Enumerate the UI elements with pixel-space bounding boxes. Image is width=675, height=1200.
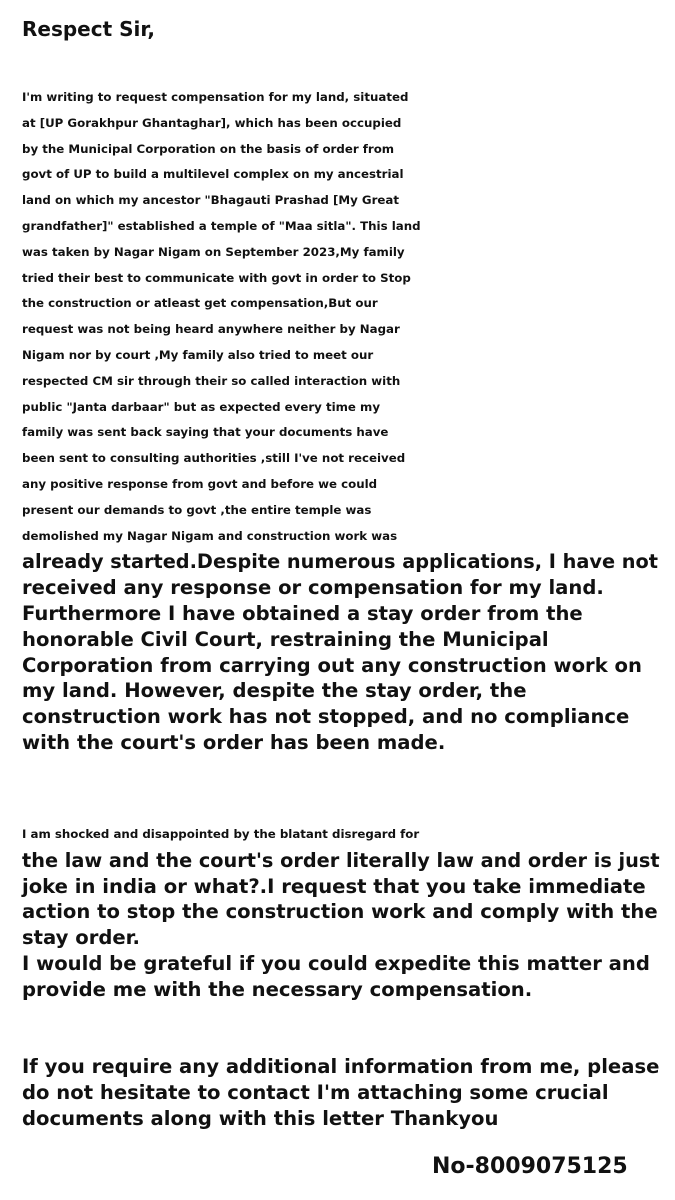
text-line: already started.Despite numerous applications, I have not bbox=[22, 550, 658, 574]
text-line: govt of UP to build a multilevel complex on my ancestrial bbox=[22, 167, 404, 182]
text-line: joke in india or what?.I request that you take immediate bbox=[22, 874, 646, 898]
text-line: public "Janta darbaar" but as expected every time my bbox=[22, 399, 381, 414]
text-line: request was not being heard anywhere neither by Nagar bbox=[22, 322, 400, 337]
text-line: demolished my Nagar Nigam and construction work was bbox=[22, 528, 398, 543]
text-line: I'm writing to request compensation for my land, situated bbox=[22, 90, 409, 104]
text-line: do not hesitate to contact I'm attaching some crucial bbox=[22, 1080, 609, 1104]
salutation: Respect Sir, bbox=[22, 17, 155, 41]
text-line: provide me with the necessary compensation. bbox=[22, 977, 533, 1001]
text-line: been sent to consulting authorities ,still I've not received bbox=[22, 451, 406, 466]
text-line: the construction or atleast get compensation,But our bbox=[22, 296, 378, 311]
text-line: land on which my ancestor "Bhagauti Prashad [My Great bbox=[22, 193, 400, 208]
text-line: honorable Civil Court, restraining the Municipal bbox=[22, 627, 549, 651]
text-line: with the court's order has been made. bbox=[22, 730, 446, 754]
text-line: Corporation from carrying out any construction work on bbox=[22, 653, 642, 677]
phone-number: No-8009075125 bbox=[432, 1154, 628, 1179]
text-line: Nigam nor by court ,My family also tried to meet our bbox=[22, 347, 374, 362]
text-line: action to stop the construction work and comply with the bbox=[22, 900, 658, 924]
text-line: present our demands to govt ,the entire temple was bbox=[22, 502, 372, 517]
text-line: I would be grateful if you could expedite this matter and bbox=[22, 951, 650, 975]
text-line: construction work has not stopped, and no compliance bbox=[22, 705, 630, 729]
text-line: my land. However, despite the stay order, the bbox=[22, 679, 527, 703]
text-line: stay order. bbox=[22, 926, 140, 950]
text-line: grandfather]" established a temple of "Maa sitla". This land bbox=[22, 218, 421, 233]
text-line: respected CM sir through their so called interaction with bbox=[22, 373, 401, 388]
paragraph-request bbox=[22, 822, 660, 1003]
text-line: the law and the court's order literally law and order is just bbox=[22, 848, 660, 872]
text-line: tried their best to communicate with govt in order to Stop bbox=[22, 270, 411, 285]
text-line: by the Municipal Corporation on the basis of order from bbox=[22, 141, 395, 156]
text-line: at [UP Gorakhpur Ghantaghar], which has been occupied bbox=[22, 115, 402, 130]
text-line: Furthermore I have obtained a stay order from the bbox=[22, 601, 583, 625]
text-line: documents along with this letter Thankyou bbox=[22, 1106, 499, 1130]
text-line: any positive response from govt and before we could bbox=[22, 476, 378, 491]
text-line: received any response or compensation for my land. bbox=[22, 576, 604, 600]
paragraph-closing bbox=[22, 1054, 659, 1131]
text-line: If you require any additional information from me, please bbox=[22, 1055, 660, 1078]
paragraph-complaint bbox=[22, 85, 658, 756]
text-line: family was sent back saying that your documents have bbox=[22, 425, 389, 440]
text-line: was taken by Nagar Nigam on September 2023,My family bbox=[22, 244, 405, 259]
text-line: I am shocked and disappointed by the blatant disregard for bbox=[22, 827, 420, 841]
